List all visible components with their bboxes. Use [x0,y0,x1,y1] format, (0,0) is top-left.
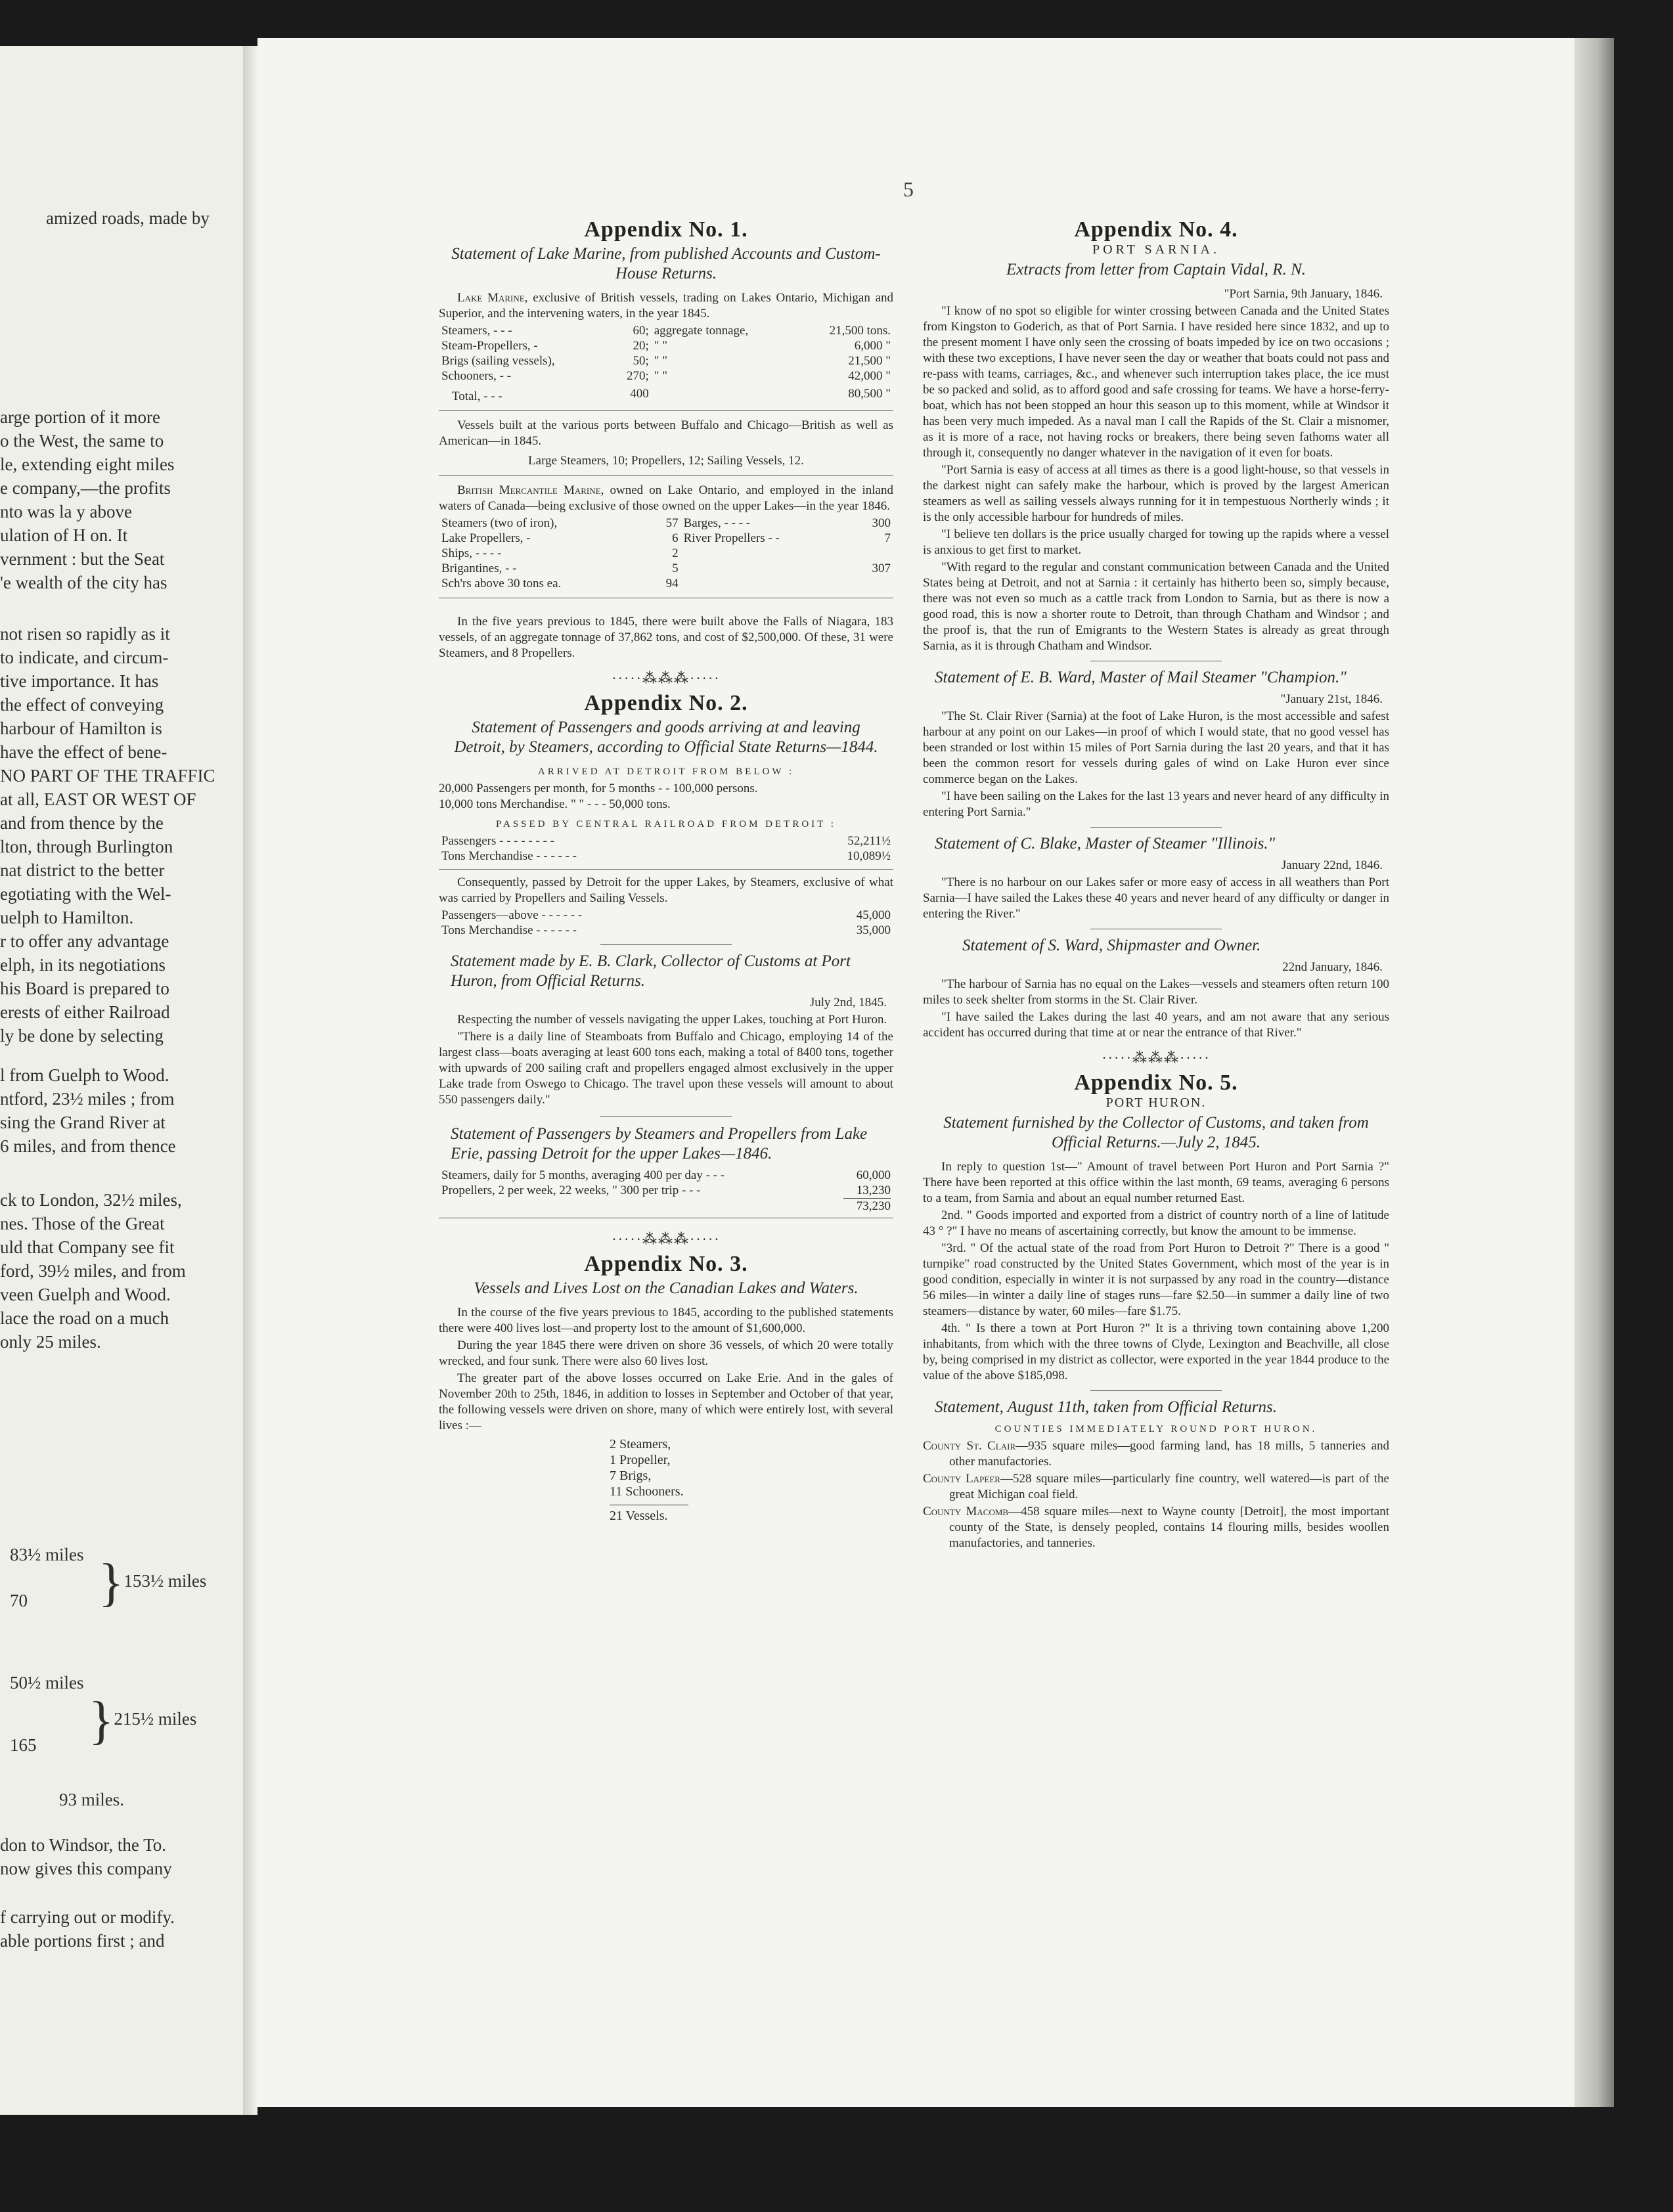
appendix-subtitle: Statement of Passengers and goods arriving at and leaving Detroit, by Steamers, according to Official State Returns—1844. [454,719,878,756]
left-line: able portions first ; and [0,1931,165,1951]
left-line: le, extending eight miles [0,454,175,474]
left-line: 6 miles, and from thence [0,1136,176,1156]
left-line: arge portion of it more [0,407,160,427]
left-line: nto was la y above [0,502,132,521]
appendix-place: PORT HURON. [1105,1095,1207,1110]
vessels-built-line: Large Steamers, 10; Propellers, 12; Sailing Vessels, 12. [528,454,804,468]
statement-title: Statement of S. Ward, Shipmaster and Owner. [962,937,1261,954]
ornament: ·····⁂⁂⁂····· [612,670,721,686]
left-line: the effect of conveying [0,695,164,715]
left-page-fragment [0,46,243,2115]
paragraph: "There is a daily line of Steamboats from Buffalo and Chicago, employing 14 of the largest class—boats averaging at least 600 tons each, making a total of 8400 tons, together with upwards of 200 sailing craft and propellers engaged almost exclusively in the upper Lake trade from Oswego to Chicago. The travel upon these vessels will amount to about 550 passengers daily." [439,1030,893,1107]
paragraph: The greater part of the above losses occurred on Lake Erie. And in the gales of November 20th to 25th, 1846, in addition to losses in September and October of that year, the following vessels were driven on shore, many of which were entirely lost, with several lives :— [439,1371,893,1432]
appendix-subtitle: Statement furnished by the Collector of Customs, and taken from Official Returns.—July 2, 1845. [943,1114,1369,1151]
paragraph: Consequently, passed by Detroit for the upper Lakes, by Steamers, exclusive of what was carried by Propellers and Sailing Vessels. [439,875,893,905]
left-line: sing the Grand River at [0,1113,166,1132]
paragraph: 4th. " Is there a town at Port Huron ?" It is a thriving town containing above 1,200 inhabitants, from which with the three towns of Clyde, Lexington and Beachville, all close by, being comprised in my district as collector, were exported in the year 1844 produce to the value of the above $185,098. [923,1321,1389,1382]
date-line: "January 21st, 1846. [1280,692,1383,706]
paragraph: "I have sailed the Lakes during the last 40 years, and am not aware that any serious accident has occurred during that time at or near the entrance of that River." [923,1010,1389,1040]
left-line: amized roads, made by [46,208,210,228]
left-line: harbour of Hamilton is [0,719,162,738]
mileage: 70 [10,1591,28,1610]
table-caption: PASSED BY CENTRAL RAILROAD FROM DETROIT : [496,819,836,830]
statement-title: Statement of E. B. Ward, Master of Mail Steamer "Champion." [935,669,1347,686]
appendix-subtitle: Extracts from letter from Captain Vidal, R. N. [1006,261,1306,278]
paragraph: 2nd. " Goods imported and exported from a district of country north of a line of latitude 43 ° ?" I have no means of ascertaining correctly, but know the amount to be immense. [923,1208,1389,1238]
left-line: 'e wealth of the city has [0,573,167,592]
left-line: lace the road on a much [0,1308,169,1328]
appendix-heading: Appendix No. 3. [584,1252,748,1276]
paragraph: "I know of no spot so eligible for winter crossing between Canada and the United States from Kingston to Goderich, as that of Port Sarnia. I have resided here since 1832, and up to the present moment I have only seen the crossing of boats impeded by ice on two occasions ; with these two exceptions, I have never seen the day or weather that boats could not pass and re-pass with teams, carriages, &c., and whenever such interruption takes place, the ice must be so packed and solid, as to afford good and safe crossing for teams. We have a horse-ferry-boat, which has not been stopped an hour this season up to this moment, while at Windsor it has been very much impeded. As a naval man I call the Rapids of the St. Clair a misnomer, as it is more of a race, not having rocks or breakers, there being seven fathoms water all through it, consequently no danger whatever in the navigation of it even for boats. [923,304,1389,460]
column-right [923,217,1389,1553]
left-line: erests of either Railroad [0,1002,170,1022]
left-line: nes. Those of the Great [0,1214,165,1233]
paragraph: British Mercantile Marine, owned on Lake Ontario, and employed in the inland waters of Canada—being exclusive of those owned on the upper Lakes—in the year 1846. [439,483,893,513]
mileage: 165 [10,1735,37,1755]
left-line: ntford, 23½ miles ; from [0,1089,175,1109]
county-entry: County Macomb—458 square miles—next to Wayne county [Detroit], the most important county of the State, is densely peopled, contains 14 flouring mills, besides woollen manufactories, and tanneries. [923,1505,1389,1550]
statement-title: Statement, August 11th, taken from Official Returns. [935,1398,1278,1416]
mileage: 83½ miles [10,1545,84,1564]
left-line: to indicate, and circum- [0,648,169,667]
mileage-brace: }215½ miles [89,1692,197,1750]
left-line: o the West, the same to [0,431,164,451]
left-line: uld that Company see fit [0,1237,175,1257]
left-line: l from Guelph to Wood. [0,1065,169,1085]
table-line: 20,000 Passengers per month, for 5 months - - 100,000 persons. [439,782,758,795]
statement-title: Statement made by E. B. Clark, Collector of Customs at Port Huron, from Official Returns. [451,952,851,990]
left-line: his Board is prepared to [0,979,169,998]
left-line: vernment : but the Seat [0,549,165,569]
losses-list: 2 Steamers, 1 Propeller, 7 Brigs, 11 Schooners. 21 Vessels. [610,1436,893,1524]
paragraph: "The harbour of Sarnia has no equal on the Lakes—vessels and steamers often return 100 miles to seek shelter from storms in the St. Clair River. [923,977,1389,1007]
page-edge [1574,38,1614,2107]
paragraph: "I have been sailing on the Lakes for the last 13 years and never heard of any difficulty in entering Port Sarnia." [923,789,1389,819]
left-line: egotiating with the Wel- [0,884,171,904]
left-line: now gives this company [0,1859,172,1878]
left-line: ly be done by selecting [0,1026,164,1046]
appendix-subtitle: Vessels and Lives Lost on the Canadian Lakes and Waters. [474,1279,859,1297]
steamers-table: Steamers, daily for 5 months, averaging 400 per day - - - 60,000 Propellers, 2 per week, 22 weeks, " 300 per trip - - - 13,230 73,230 [441,1168,891,1213]
left-line: ulation of H on. It [0,525,128,545]
date-line: 22nd January, 1846. [1282,960,1383,974]
left-line: nat district to the better [0,860,165,880]
page-number: 5 [903,177,914,201]
left-line: have the effect of bene- [0,742,167,762]
left-line: r to offer any advantage [0,931,169,951]
appendix-heading: Appendix No. 2. [584,691,748,715]
paragraph: "3rd. " Of the actual state of the road from Port Huron to Detroit ?" There is a good " turnpike" road constructed by the United States Government, which most of the year is in good condition, especially in winter it is not surpassed by any road in the country—distance 56 miles—in winter a daily line of stages runs—fare $2.50—in summer a daily line of two steamers—distance by water, 60 miles—fare $1.75. [923,1241,1389,1318]
county-entry: County St. Clair—935 square miles—good farming land, has 18 mills, 5 tanneries and other manufactories. [923,1439,1389,1469]
ornament: ·····⁂⁂⁂····· [1102,1050,1211,1066]
appendix-subtitle: Statement of Lake Marine, from published Accounts and Custom-House Returns. [451,245,881,282]
paragraph: During the year 1845 there were driven on shore 36 vessels, of which 20 were totally wrecked, and four sunk. There were also 60 lives lost. [439,1338,893,1368]
table-caption: COUNTIES IMMEDIATELY ROUND PORT HURON. [994,1424,1318,1434]
left-line: tive importance. It has [0,671,159,691]
paragraph: "Port Sarnia is easy of access at all times as there is a good light-house, so that vessels in the darkest night can safely make the harbour, which is proved by the largest American steamers as well as sailing vessels always running for it in tempestuous Northerly winds ; it is the only accessible harbour for hundreds of miles. [923,463,1389,524]
paragraph: "There is no harbour on our Lakes safer or more easy of access in all weathers than Port Sarnia—I have sailed the Lakes these 40 years and never heard of any difficulty or danger in entering the River." [923,875,1389,921]
passed-table: Passengers - - - - - - - - 52,211½ Tons Merchandise - - - - - - 10,089½ [441,834,891,863]
date-line: January 22nd, 1846. [1281,858,1383,872]
left-line: f carrying out or modify. [0,1907,175,1927]
mileage: 93 miles. [59,1790,124,1809]
marine-table: Steamers, - - - 60; aggregate tonnage, 21,500 tons. Steam-Propellers, - 20; " " 6,000 " Brigs (sailing vessels), 50; " " 21,500 " Schooners, - - 270; " " 42,000 " Total, - - - 400 80,500 " [441,324,891,403]
paragraph: Respecting the number of vessels navigating the upper Lakes, touching at Port Huron. [457,1013,887,1027]
left-line: e company,—the profits [0,478,171,498]
left-line: elph, in its negotiations [0,955,166,975]
appendix-heading: Appendix No. 4. [1074,217,1238,242]
date-line: "Port Sarnia, 9th January, 1846. [1224,287,1383,301]
left-line: lton, through Burlington [0,837,173,856]
left-line: and from thence by the [0,813,164,833]
paragraph: "The St. Clair River (Sarnia) at the foot of Lake Huron, is the most accessible and safest harbour at any point on our Lakes—in proof of which I would state, that no good vessel has been stranded or lost within 15 miles of Port Sarnia during the last 20 years, and that it has been the common resort for vessels during gales of wind on Lake Huron ever since commerce began on the Lakes. [923,709,1389,786]
left-line: only 25 miles. [0,1332,101,1352]
left-line: not risen so rapidly as it [0,624,170,644]
column-left [439,217,893,1524]
paragraph: "With regard to the regular and constant communication between Canada and the United States being at Detroit, and not at Sarnia : it certainly has hitherto been so, simply because, there was not even so much as a cattle track from London to Sarnia, but as there is now a good road, this is now a shorter route to Detroit, than through Chatham and Windsor ; and the proof is, that the run of Emigrants to the Western States is already as great through Sarnia, as it is through Chatham and Windsor. [923,560,1389,653]
upper-lakes-table: Passengers—above - - - - - - 45,000 Tons Merchandise - - - - - - 35,000 [441,908,891,937]
table-caption: ARRIVED AT DETROIT FROM BELOW : [537,766,795,777]
left-line: uelph to Hamilton. [0,908,134,927]
date-line: July 2nd, 1845. [809,996,887,1009]
british-marine-table: Steamers (two of iron), 57 Barges, - - - - 300 Lake Propellers, - 6 River Propellers - - 7 Ships, - - - - 2 Brigantines, - - 5 307 Sch'rs above 30 tons ea. 94 [441,516,891,590]
paragraph: In the course of the five years previous to 1845, according to the published statements there were 400 lives lost—and property lost to the amount of $1,600,000. [439,1306,893,1335]
paragraph: Lake Marine, exclusive of British vessels, trading on Lakes Ontario, Michigan and Superior, and the intervening waters, in the year 1845. [439,291,893,321]
appendix-heading: Appendix No. 1. [584,217,748,242]
ornament: ·····⁂⁂⁂····· [612,1231,721,1247]
paragraph: In the five years previous to 1845, there were built above the Falls of Niagara, 183 vessels, of an aggregate tonnage of 37,862 tons, and cost of $2,500,000. Of these, 31 were Steamers, and 8 Propellers. [439,615,893,660]
paragraph: In reply to question 1st—" Amount of travel between Port Huron and Port Sarnia ?" There have been reported at this office within the last month, 69 teams, averaging 6 persons to a team, from Sarnia and about an equal number returned East. [923,1160,1389,1205]
paragraph: "I believe ten dollars is the price usually charged for towing up the rapids where a vessel is anxious to get first to market. [923,527,1389,557]
left-line: veen Guelph and Wood. [0,1285,171,1304]
left-line: don to Windsor, the To. [0,1835,166,1855]
paragraph: Vessels built at the various ports between Buffalo and Chicago—British as well as American—in 1845. [439,418,893,448]
left-line: ford, 39½ miles, and from [0,1261,186,1281]
left-line: ck to London, 32½ miles, [0,1190,182,1210]
county-entry: County Lapeer—528 square miles—particularly fine country, well watered—is part of the great Michigan coal field. [923,1472,1389,1501]
left-line: at all, EAST OR WEST OF [0,789,196,809]
page-gutter [243,46,257,2115]
table-line: 10,000 tons Merchandise. " " - - - 50,000 tons. [439,797,671,811]
statement-title: Statement of C. Blake, Master of Steamer "Illinois." [935,835,1276,852]
mileage-brace: }153½ miles [99,1554,207,1612]
left-line: NO PART OF THE TRAFFIC [0,766,215,785]
statement-title: Statement of Passengers by Steamers and Propellers from Lake Erie, passing Detroit for the upper Lakes—1846. [451,1125,868,1162]
mileage: 50½ miles [10,1673,84,1692]
appendix-place: PORT SARNIA. [1092,242,1220,257]
appendix-heading: Appendix No. 5. [1074,1071,1238,1095]
